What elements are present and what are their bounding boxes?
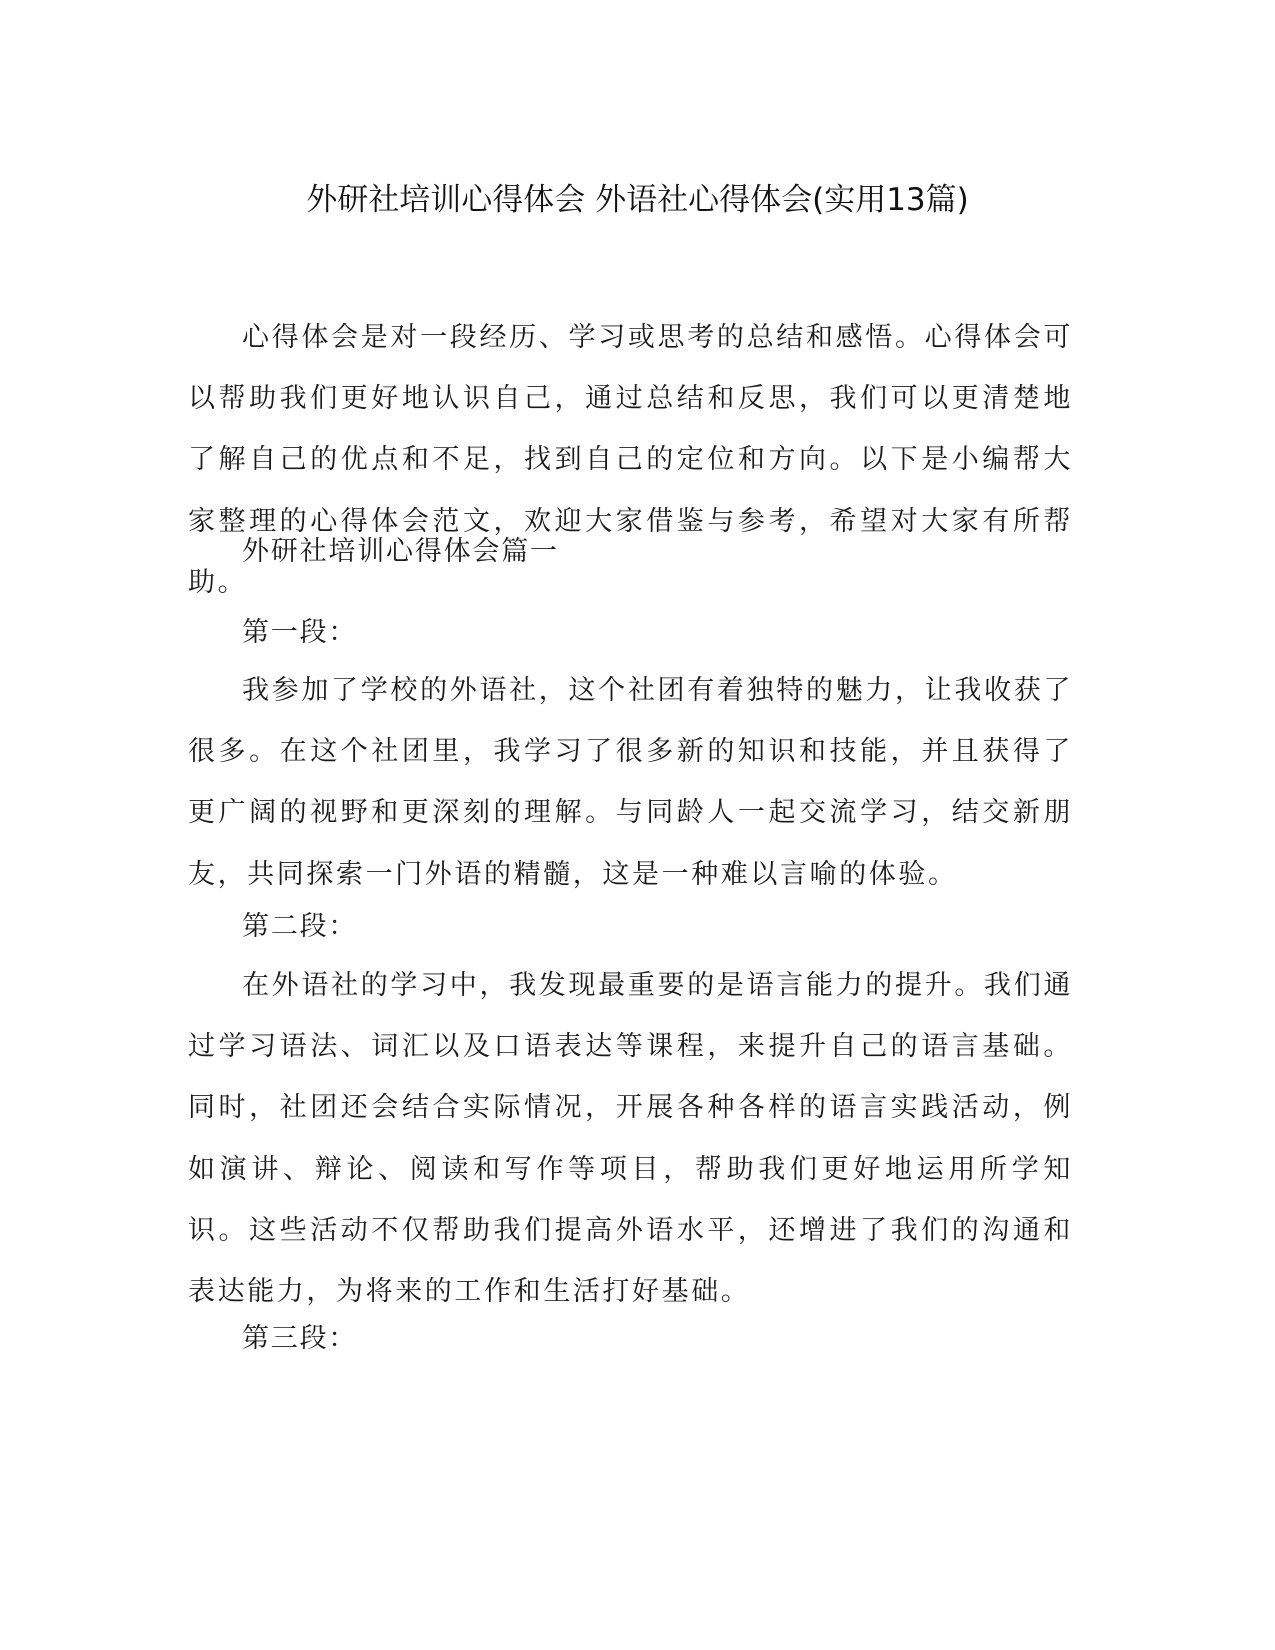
section-label-2: 第二段： xyxy=(242,911,358,942)
intro-paragraph: 心得体会是对一段经历、学习或思考的总结和感悟。心得体会可以帮助我们更好地认识自己，通过总结和反思，我们可以更清楚地了解自己的优点和不足，找到自己的定位和方向。以下是小编帮大家整理的心得体会范文，欢迎大家借鉴与参考，希望对大家有所帮助。 xyxy=(188,322,1073,598)
section-label-3: 第三段： xyxy=(242,1323,358,1354)
article-heading: 外研社培训心得体会篇一 xyxy=(242,536,559,567)
section-label-1: 第一段： xyxy=(242,617,358,648)
section-paragraph-2: 在外语社的学习中，我发现最重要的是语言能力的提升。我们通过学习语法、词汇以及口语表达等课程，来提升自己的语言基础。同时，社团还会结合实际情况，开展各种各样的语言实践活动，例如演讲、辩论、阅读和写作等项目，帮助我们更好地运用所学知识。这些活动不仅帮助我们提高外语水平，还增进了我们的沟通和表达能力，为将来的工作和生活打好基础。 xyxy=(188,970,1073,1308)
section-paragraph-1: 我参加了学校的外语社，这个社团有着独特的魅力，让我收获了很多。在这个社团里，我学习了很多新的知识和技能，并且获得了更广阔的视野和更深刻的理解。与同龄人一起交流学习，结交新朋友，共同探索一门外语的精髓，这是一种难以言喻的体验。 xyxy=(188,675,1073,890)
document-title: 外研社培训心得体会 外语社心得体会(实用13篇) xyxy=(306,182,969,218)
